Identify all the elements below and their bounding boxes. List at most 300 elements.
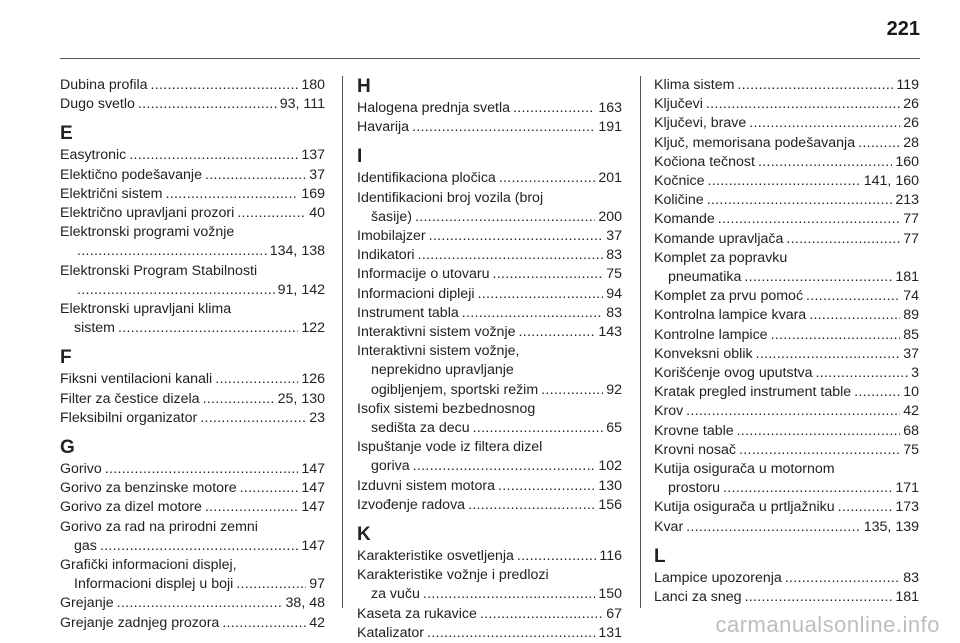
- index-entry-continuation: [357, 361, 622, 380]
- leader-dots: [686, 402, 900, 421]
- index-term: Havarija: [357, 119, 410, 136]
- index-entry: [654, 498, 919, 517]
- index-term: Kočiona tečnost: [654, 153, 755, 170]
- leader-dots: [473, 419, 604, 438]
- leader-dots: [418, 246, 604, 265]
- index-term: Električno upravljani prozori: [60, 205, 235, 222]
- index-entry: [60, 479, 325, 498]
- leader-dots: [415, 208, 595, 227]
- leader-dots: [707, 191, 893, 210]
- index-page-ref: 134, 138: [269, 243, 325, 260]
- index-section-letter: K: [357, 524, 371, 546]
- index-entry-line: [357, 496, 622, 515]
- index-term: Električni sistem: [60, 185, 163, 202]
- index-term: Gorivo za dizel motore: [60, 499, 202, 516]
- leader-dots: [462, 304, 603, 323]
- leader-dots: [519, 323, 596, 342]
- index-page-ref: 147: [301, 461, 325, 478]
- leader-dots: [429, 227, 604, 246]
- index-page-ref: 130: [598, 477, 622, 494]
- leader-dots: [77, 281, 275, 300]
- index-entry: [654, 402, 919, 421]
- leader-dots: [739, 441, 900, 460]
- index-entry-line: [654, 172, 919, 191]
- index-entry-continuation: [60, 281, 325, 300]
- index-term: ogibljenjem, sportski režim: [371, 381, 539, 398]
- index-page-ref: 163: [598, 100, 622, 116]
- index-entry: [60, 262, 325, 300]
- index-entry-line: [654, 153, 919, 172]
- index-page-ref: 23: [309, 409, 325, 426]
- index-entry: [60, 166, 325, 185]
- index-entry: [357, 438, 622, 476]
- index-page-ref: 191: [598, 119, 622, 136]
- index-page-ref: 171: [895, 480, 919, 497]
- index-section-letter: F: [60, 347, 72, 369]
- index-section-letter: H: [357, 76, 371, 97]
- index-entry: [60, 95, 325, 114]
- index-entry: [654, 230, 919, 249]
- index-section-letter: G: [60, 437, 75, 459]
- index-entry: [357, 624, 622, 643]
- index-term: Elektronski programi vožnje: [60, 224, 235, 241]
- index-term: Filter za čestice dizela: [60, 390, 200, 407]
- index-term: Interaktivni sistem vožnje,: [357, 343, 520, 360]
- index-term: Informacioni dipleji: [357, 285, 475, 302]
- index-term: Instrument tabla: [357, 304, 459, 321]
- index-page-ref: 102: [598, 458, 622, 475]
- index-term: Identifikacioni broj vozila (broj: [357, 189, 544, 206]
- index-entry-line: [60, 614, 325, 633]
- index-term: šasije): [371, 208, 412, 225]
- index-entry: [60, 185, 325, 204]
- index-term: Fiksni ventilacioni kanali: [60, 371, 213, 388]
- index-entry-continuation: [357, 208, 622, 227]
- index-entry: [357, 547, 622, 566]
- index-entry: [60, 146, 325, 165]
- index-term: pneumatika: [668, 269, 742, 286]
- index-term: Kratak pregled instrument table: [654, 384, 852, 401]
- index-entry-line: [60, 204, 325, 223]
- leader-dots: [517, 547, 596, 566]
- index-page-ref: 75: [606, 266, 622, 283]
- index-entry-line: [60, 479, 325, 498]
- index-entry-line: [357, 118, 622, 137]
- leader-dots: [236, 575, 306, 594]
- index-entry-line: [654, 588, 919, 607]
- index-term: Grejanje zadnjeg prozora: [60, 614, 220, 631]
- index-column-1: [60, 76, 325, 633]
- index-entry: [60, 594, 325, 613]
- index-entry: [654, 441, 919, 460]
- index-page-ref: 181: [895, 269, 919, 286]
- leader-dots: [480, 605, 603, 624]
- index-term: Dugo svetlo: [60, 96, 135, 113]
- index-entry: [60, 409, 325, 428]
- leader-dots: [737, 76, 893, 95]
- index-entry: [357, 118, 622, 137]
- index-term: sedišta za decu: [371, 420, 470, 437]
- index-entry-line: [60, 185, 325, 204]
- index-page-ref: 135, 139: [863, 518, 919, 535]
- index-page-ref: 42: [309, 614, 325, 631]
- index-entry: [654, 249, 919, 287]
- index-term: Konveksni oblik: [654, 345, 753, 362]
- leader-dots: [138, 95, 277, 114]
- index-page-ref: 141, 160: [863, 173, 919, 190]
- index-term: Identifikaciona pločica: [357, 170, 496, 187]
- index-entry: [654, 345, 919, 364]
- index-term: Krov: [654, 403, 684, 420]
- index-page-ref: 147: [301, 537, 325, 554]
- index-entry-line: [60, 262, 325, 281]
- index-page-ref: 201: [598, 170, 622, 187]
- index-entry: [654, 306, 919, 325]
- index-term: Ključ, memorisana podešavanja: [654, 134, 856, 151]
- leader-dots: [838, 498, 893, 517]
- index-term: Katalizator: [357, 624, 425, 641]
- index-entry: [654, 114, 919, 133]
- index-entry-line: [654, 76, 919, 95]
- leader-dots: [118, 319, 298, 338]
- index-term: Karakteristike vožnje i predlozi: [357, 567, 549, 584]
- index-entry-line: [60, 498, 325, 517]
- index-entry: [357, 400, 622, 438]
- leader-dots: [785, 569, 900, 588]
- index-entry-line: [357, 189, 622, 208]
- index-entry-line: [357, 547, 622, 566]
- index-term: Interaktivni sistem vožnje: [357, 324, 516, 341]
- index-entry-line: [654, 518, 919, 537]
- index-term: Fleksibilni organizator: [60, 409, 198, 426]
- index-term: Halogena prednja svetla: [357, 100, 511, 116]
- index-column-2: [357, 76, 622, 643]
- index-entry: [357, 477, 622, 496]
- leader-dots: [222, 614, 306, 633]
- index-entry: [357, 169, 622, 188]
- index-page-ref: 119: [896, 77, 919, 93]
- index-entry: [357, 189, 622, 227]
- index-page-ref: 85: [903, 326, 919, 343]
- index-entry-line: [357, 605, 622, 624]
- leader-dots: [412, 118, 595, 137]
- index-entry-line: [357, 304, 622, 323]
- leader-dots: [806, 287, 900, 306]
- index-page-ref: 65: [606, 420, 622, 437]
- leader-dots: [200, 409, 306, 428]
- leader-dots: [498, 477, 595, 496]
- index-page-ref: 28: [903, 134, 919, 151]
- index-page-ref: 122: [301, 320, 325, 337]
- index-page-ref: 169: [301, 185, 325, 202]
- index-entry-line: [60, 390, 325, 409]
- leader-dots: [541, 381, 603, 400]
- index-term: Komplet za prvu pomoć: [654, 288, 804, 305]
- index-entry: [654, 364, 919, 383]
- index-term: Klima sistem: [654, 77, 735, 93]
- index-term: Lanci za sneg: [654, 589, 742, 606]
- leader-dots: [771, 326, 901, 345]
- index-entry: [60, 223, 325, 261]
- leader-dots: [427, 624, 595, 643]
- index-entry-line: [654, 210, 919, 229]
- index-entry-line: [357, 265, 622, 284]
- index-page-ref: 42: [903, 403, 919, 420]
- index-term: Karakteristike osvetljenja: [357, 548, 514, 565]
- index-term: Kutija osigurača u prtljažniku: [654, 499, 835, 516]
- index-entry-continuation: [60, 537, 325, 556]
- leader-dots: [499, 169, 596, 188]
- index-entry-line: [654, 249, 919, 268]
- index-entry: [60, 498, 325, 517]
- index-entry-line: [60, 146, 325, 165]
- index-entry-line: [60, 594, 325, 613]
- index-page-ref: 180: [301, 77, 325, 93]
- index-entry-line: [654, 498, 919, 517]
- index-entry-line: [357, 566, 622, 585]
- index-page-ref: 38, 48: [285, 595, 325, 612]
- index-entry-line: [654, 569, 919, 588]
- index-entry-line: [654, 230, 919, 249]
- index-page-ref: 91, 142: [277, 281, 325, 298]
- leader-dots: [413, 457, 596, 476]
- leader-dots: [816, 364, 909, 383]
- index-entry-line: [60, 460, 325, 479]
- index-term: Ključevi, brave: [654, 115, 747, 132]
- leader-dots: [240, 479, 299, 498]
- index-page-ref: 74: [903, 288, 919, 305]
- header-rule: [60, 58, 920, 59]
- index-page-ref: 10: [903, 384, 919, 401]
- leader-dots: [786, 230, 900, 249]
- index-entry: [654, 326, 919, 345]
- index-page-ref: 26: [903, 115, 919, 132]
- index-entry: [654, 76, 919, 95]
- index-term: Isofix sistemi bezbednosnog: [357, 400, 536, 417]
- leader-dots: [707, 172, 860, 191]
- index-term: Kontrolne lampice: [654, 326, 768, 343]
- leader-dots: [758, 153, 892, 172]
- index-entry: [654, 95, 919, 114]
- index-page-ref: 89: [903, 307, 919, 324]
- index-entry-line: [654, 306, 919, 325]
- leader-dots: [745, 588, 893, 607]
- index-term: Kočnice: [654, 173, 705, 190]
- index-page-ref: 92: [606, 381, 622, 398]
- column-divider: [640, 76, 641, 608]
- watermark: carmanualsonline.info: [715, 612, 940, 637]
- index-page-ref: 126: [301, 371, 325, 388]
- index-entry: [357, 605, 622, 624]
- index-term: Kvar: [654, 518, 684, 535]
- index-page-ref: 213: [895, 192, 919, 209]
- index-term: Elektronski Program Stabilnosti: [60, 262, 258, 279]
- index-entry: [60, 390, 325, 409]
- index-entry: [60, 614, 325, 633]
- index-term: Komplet za popravku: [654, 249, 788, 266]
- index-term: Ispuštanje vode iz filtera dizel: [357, 439, 543, 456]
- index-entry-line: [654, 287, 919, 306]
- index-entry-line: [357, 438, 622, 457]
- index-entry: [654, 191, 919, 210]
- index-page-ref: 68: [903, 422, 919, 439]
- index-entry-line: [357, 227, 622, 246]
- leader-dots: [205, 498, 298, 517]
- index-entry: [357, 246, 622, 265]
- index-page-ref: 75: [903, 441, 919, 458]
- index-entry-line: [357, 477, 622, 496]
- index-term: Korišćenje ovog uputstva: [654, 365, 813, 382]
- index-entry-continuation: [60, 319, 325, 338]
- index-entry: [60, 518, 325, 556]
- index-entry-line: [60, 518, 325, 537]
- leader-dots: [77, 242, 267, 261]
- index-entry-line: [654, 460, 919, 479]
- index-page-ref: 116: [599, 548, 622, 565]
- index-entry: [357, 99, 622, 118]
- index-entry: [60, 370, 325, 389]
- index-term: Kutija osigurača u motornom: [654, 461, 835, 478]
- index-page-ref: 150: [598, 586, 622, 603]
- index-entry: [654, 518, 919, 537]
- index-entry: [654, 383, 919, 402]
- leader-dots: [203, 390, 275, 409]
- index-page-ref: 83: [606, 247, 622, 264]
- index-page-ref: 97: [309, 576, 325, 593]
- index-page-ref: 37: [903, 345, 919, 362]
- index-entry-line: [654, 422, 919, 441]
- index-entry: [357, 566, 622, 604]
- index-term: Kontrolna lampice kvara: [654, 307, 807, 324]
- index-entry-line: [60, 300, 325, 319]
- leader-dots: [744, 268, 892, 287]
- index-page-ref: 173: [895, 499, 919, 516]
- leader-dots: [478, 285, 604, 304]
- index-entry-line: [654, 114, 919, 133]
- index-entry-line: [654, 402, 919, 421]
- index-entry: [654, 134, 919, 153]
- index-entry-continuation: [60, 575, 325, 594]
- index-term: prostoru: [668, 480, 721, 497]
- index-page-ref: 37: [606, 228, 622, 245]
- index-term: Informacije o utovaru: [357, 266, 490, 283]
- index-term: Imobilajzer: [357, 228, 426, 245]
- index-section-letter: E: [60, 123, 73, 145]
- index-entry-continuation: [357, 457, 622, 476]
- index-entry-line: [357, 342, 622, 361]
- leader-dots: [166, 185, 299, 204]
- leader-dots: [215, 370, 298, 389]
- index-entry-line: [654, 383, 919, 402]
- index-entry: [60, 76, 325, 95]
- index-entry-line: [357, 99, 622, 118]
- index-column-3: [654, 76, 919, 607]
- index-section-letter: I: [357, 146, 363, 168]
- index-page-ref: 26: [903, 96, 919, 113]
- leader-dots: [723, 479, 892, 498]
- index-page-ref: 131: [598, 624, 622, 641]
- index-entry: [357, 285, 622, 304]
- index-entry-line: [60, 370, 325, 389]
- index-entry-line: [357, 323, 622, 342]
- index-term: Lampice upozorenja: [654, 569, 782, 586]
- index-term: Izduvni sistem motora: [357, 477, 495, 494]
- index-entry-line: [60, 556, 325, 575]
- index-term: Informacioni displej u boji: [74, 576, 234, 593]
- index-term: Gorivo: [60, 461, 102, 478]
- index-entry: [654, 588, 919, 607]
- index-entry: [357, 496, 622, 515]
- index-entry-line: [654, 441, 919, 460]
- index-entry: [654, 460, 919, 498]
- index-entry: [60, 204, 325, 223]
- index-page-ref: 83: [903, 569, 919, 586]
- leader-dots: [423, 585, 595, 604]
- index-page-ref: 37: [309, 166, 325, 183]
- leader-dots: [100, 537, 298, 556]
- index-entry-line: [357, 285, 622, 304]
- index-term: sistem: [74, 320, 115, 337]
- index-term: Krovni nosač: [654, 441, 737, 458]
- leader-dots: [706, 95, 900, 114]
- index-entry: [60, 300, 325, 338]
- leader-dots: [468, 496, 595, 515]
- index-entry-line: [60, 166, 325, 185]
- leader-dots: [854, 383, 900, 402]
- index-entry: [357, 227, 622, 246]
- index-entry-continuation: [60, 242, 325, 261]
- index-page-ref: 77: [903, 211, 919, 228]
- index-entry: [357, 323, 622, 342]
- index-page-ref: 93, 111: [279, 96, 325, 113]
- index-entry-continuation: [654, 479, 919, 498]
- index-entry-line: [60, 409, 325, 428]
- index-term: neprekidno upravljanje: [371, 362, 514, 379]
- index-entry-line: [654, 345, 919, 364]
- leader-dots: [858, 134, 900, 153]
- leader-dots: [718, 210, 900, 229]
- index-entry-line: [60, 76, 325, 95]
- leader-dots: [686, 518, 861, 537]
- index-page-ref: 77: [903, 230, 919, 247]
- index-entry: [60, 460, 325, 479]
- leader-dots: [756, 345, 901, 364]
- index-entry-line: [654, 134, 919, 153]
- index-section-letter: L: [654, 545, 666, 567]
- index-entry-line: [60, 95, 325, 114]
- leader-dots: [492, 265, 603, 284]
- index-entry-continuation: [357, 585, 622, 604]
- index-page-ref: 25, 130: [277, 390, 325, 407]
- index-page-ref: 94: [606, 285, 622, 302]
- index-term: Indikatori: [357, 247, 415, 264]
- index-term: gas: [74, 537, 97, 554]
- index-entry: [357, 342, 622, 400]
- index-term: Elektronski upravljani klima: [60, 301, 232, 318]
- leader-dots: [205, 166, 306, 185]
- index-page-ref: 147: [301, 480, 325, 497]
- index-entry: [654, 210, 919, 229]
- index-page-ref: 156: [598, 496, 622, 513]
- index-page-ref: 40: [309, 205, 325, 222]
- index-entry-continuation: [654, 268, 919, 287]
- leader-dots: [237, 204, 306, 223]
- index-term: Izvođenje radova: [357, 496, 466, 513]
- index-term: Gorivo za benzinske motore: [60, 480, 237, 497]
- index-entry: [654, 153, 919, 172]
- column-divider: [342, 76, 343, 608]
- index-entry: [60, 556, 325, 594]
